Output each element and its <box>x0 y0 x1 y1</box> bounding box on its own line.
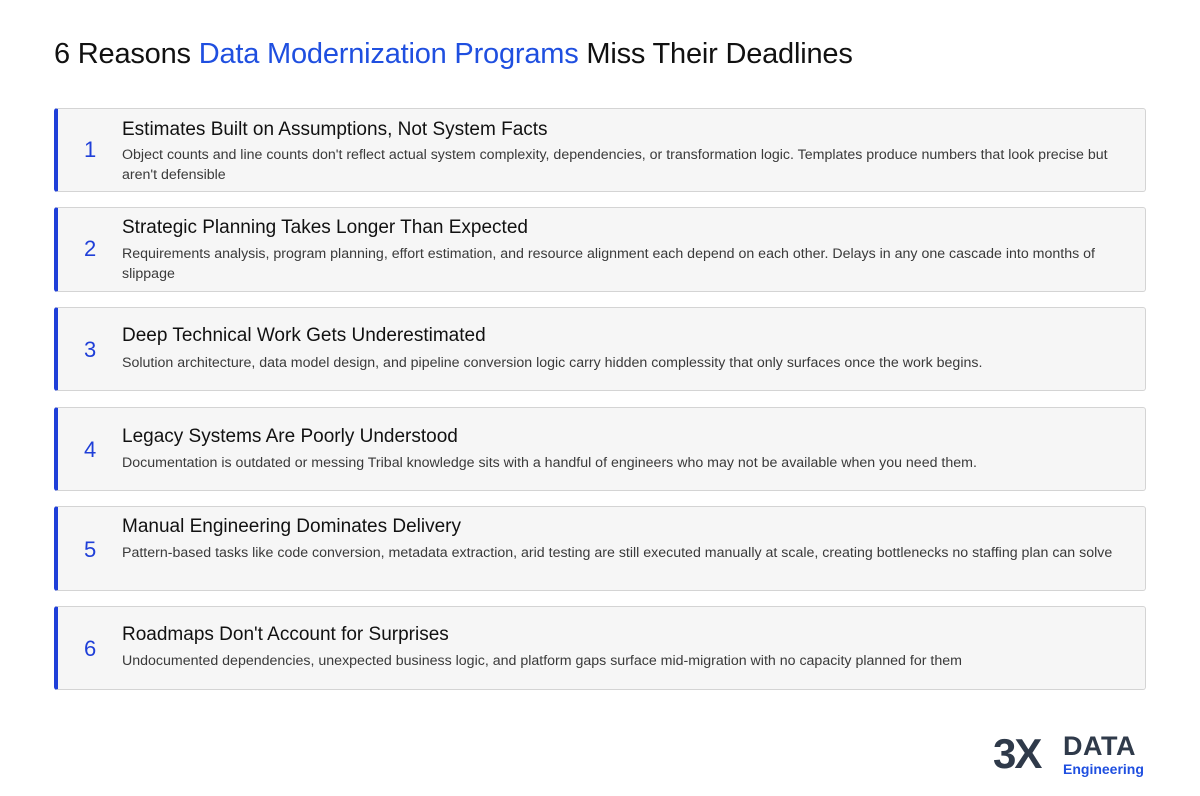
page-title <box>54 38 853 71</box>
reason-description: Solution architecture, data model design, and pipeline conversion logic carry hidden complessity that only surfaces once the work begins. <box>122 355 983 371</box>
reason-number: 2 <box>84 236 97 261</box>
reason-card-2 <box>54 207 1146 292</box>
logo-mark: 3X <box>993 730 1041 777</box>
reason-description: Undocumented dependencies, unexpected business logic, and platform gaps surface mid-migration with no capacity planned for them <box>122 653 962 669</box>
reason-description: Pattern-based tasks like code conversion, metadata extraction, arid testing are still executed manually at scale, creating bottlenecks no staffing plan can solve <box>122 545 1113 561</box>
reason-description: Object counts and line counts don't reflect actual system complexity, dependencies, or transformation logic. Templates produce numbers that look precise but aren't defensible <box>122 147 1108 183</box>
reason-card-4 <box>54 407 1146 491</box>
reason-card-6 <box>54 606 1146 690</box>
logo-word-engineering: Engineering <box>1063 761 1144 777</box>
reason-card-1 <box>54 108 1146 192</box>
reason-heading: Strategic Planning Takes Longer Than Expected <box>122 217 528 238</box>
reason-number: 1 <box>84 137 97 162</box>
reason-number: 4 <box>84 437 97 462</box>
reason-heading: Deep Technical Work Gets Underestimated <box>122 325 486 346</box>
reason-heading: Estimates Built on Assumptions, Not System Facts <box>122 119 548 140</box>
brand-logo <box>993 731 1153 779</box>
reason-heading: Legacy Systems Are Poorly Understood <box>122 426 458 447</box>
reason-description: Documentation is outdated or messing Tribal knowledge sits with a handful of engineers who may not be available when you need them. <box>122 455 977 471</box>
reason-number: 3 <box>84 337 97 362</box>
title-highlight: Data Modernization Programs <box>198 38 579 70</box>
title-suffix: Miss Their Deadlines <box>578 38 853 70</box>
reason-description: Requirements analysis, program planning, effort estimation, and resource alignment each depend on each other. Delays in any one cascade into months of slippage <box>122 246 1095 282</box>
reason-heading: Roadmaps Don't Account for Surprises <box>122 624 449 645</box>
reason-number: 6 <box>84 636 97 661</box>
reason-card-3 <box>54 307 1146 391</box>
reason-card-5 <box>54 506 1146 591</box>
reason-number: 5 <box>84 537 97 562</box>
reason-heading: Manual Engineering Dominates Delivery <box>122 516 462 537</box>
title-prefix: 6 Reasons <box>54 38 199 70</box>
logo-word-data: DATA <box>1063 731 1136 761</box>
